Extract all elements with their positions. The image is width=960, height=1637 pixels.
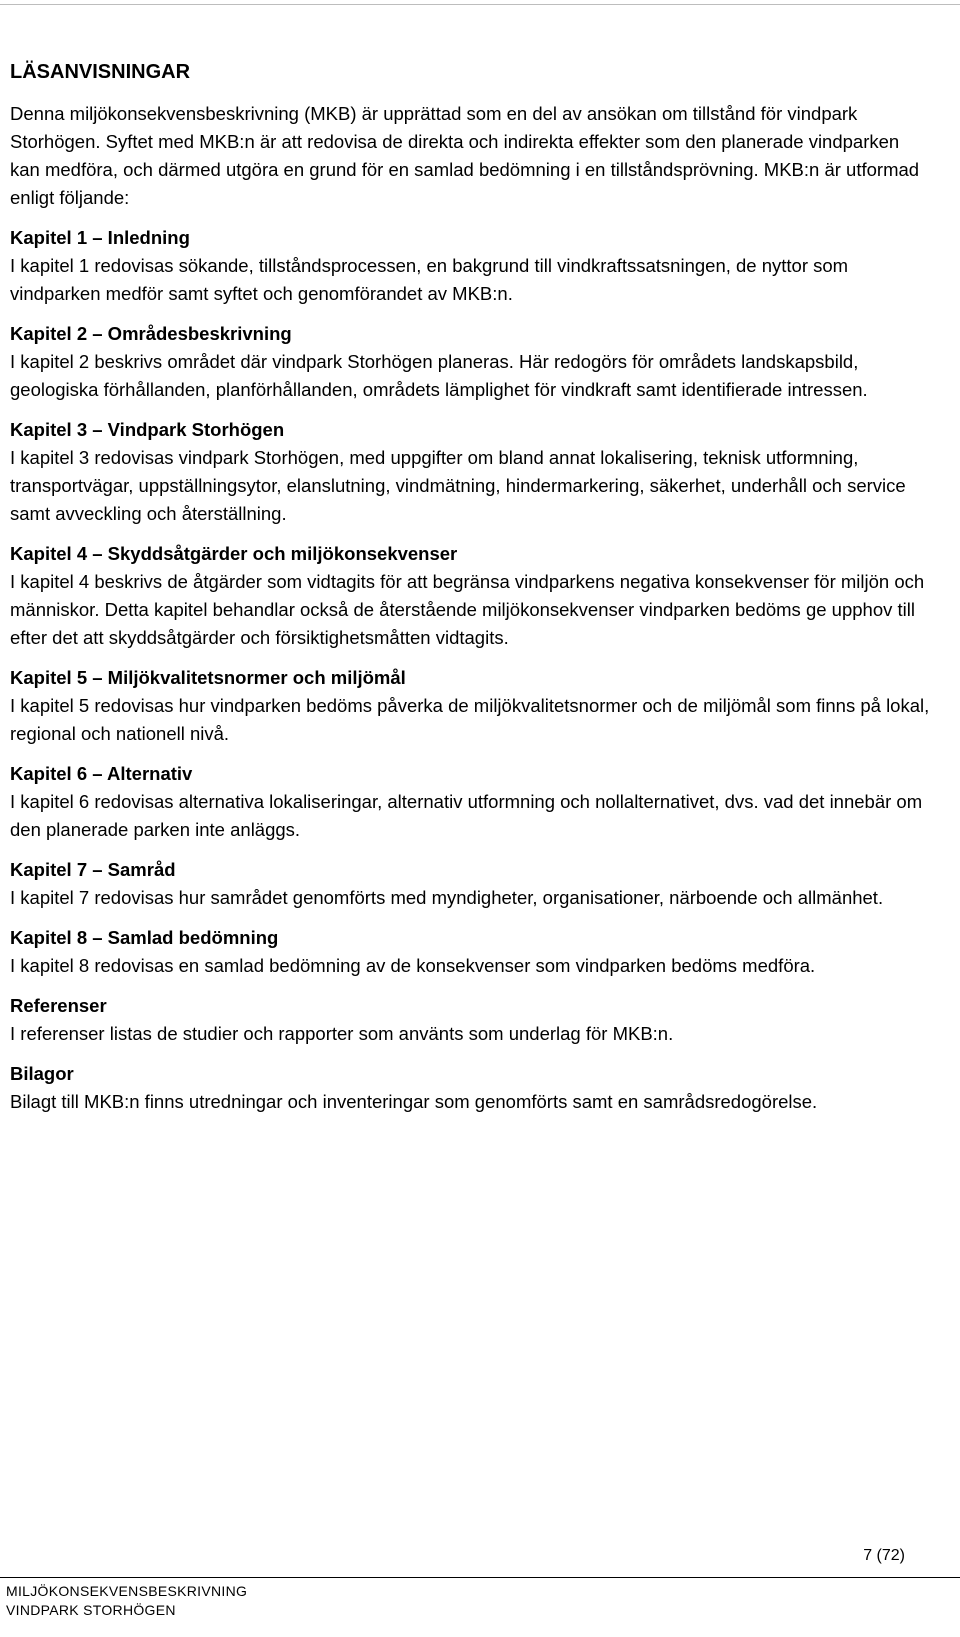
section-bilagor	[10, 1060, 930, 1116]
section-body: I kapitel 2 beskrivs området där vindpark Storhögen planeras. Här redogörs för områdets landskapsbild, geologiska förhållanden, planförhållanden, områdets lämplighet för vindkraft samt identifierade intressen.	[10, 351, 868, 400]
page-footer	[6, 1582, 247, 1620]
section-kapitel-6	[10, 760, 930, 844]
section-body: Bilagt till MKB:n finns utredningar och inventeringar som genomförts samt en samrådsredogörelse.	[10, 1091, 818, 1112]
intro-paragraph: Denna miljökonsekvensbeskrivning (MKB) är upprättad som en del av ansökan om tillstånd för vindpark Storhögen. Syftet med MKB:n är att redovisa de direkta och indirekta effekter som den planerade vindparken kan medföra, och därmed utgöra en grund för en samlad bedömning i en tillståndsprövning. MKB:n är utformad enligt följande:	[10, 103, 920, 208]
section-kapitel-1	[10, 224, 930, 308]
footer-divider	[0, 1577, 960, 1578]
section-body: I kapitel 5 redovisas hur vindparken bedöms påverka de miljökvalitetsnormer och de miljömål som finns på lokal, regional och nationell nivå.	[10, 695, 930, 744]
section-kapitel-3	[10, 416, 930, 528]
section-kapitel-7	[10, 856, 930, 912]
section-heading: Bilagor	[10, 1063, 74, 1084]
section-heading: Kapitel 2 – Områdesbeskrivning	[10, 323, 292, 344]
section-heading: Referenser	[10, 995, 107, 1016]
section-body: I kapitel 3 redovisas vindpark Storhögen, med uppgifter om bland annat lokalisering, teknisk utformning, transportvägar, uppställningsytor, elanslutning, vindmätning, hindermarkering, säkerhet, underhåll och service samt avveckling och återställning.	[10, 447, 906, 524]
section-body: I kapitel 7 redovisas hur samrådet genomförts med myndigheter, organisationer, närboende och allmänhet.	[10, 887, 884, 908]
section-heading: Kapitel 8 – Samlad bedömning	[10, 927, 279, 948]
section-heading: Kapitel 6 – Alternativ	[10, 763, 193, 784]
section-heading: Kapitel 4 – Skyddsåtgärder och miljökonsekvenser	[10, 543, 458, 564]
section-body: I kapitel 6 redovisas alternativa lokaliseringar, alternativ utformning och nollalternativet, dvs. vad det innebär om den planerade parken inte anläggs.	[10, 791, 923, 840]
section-body: I referenser listas de studier och rapporter som använts som underlag för MKB:n.	[10, 1023, 674, 1044]
section-kapitel-5	[10, 664, 930, 748]
footer-document-title: MILJÖKONSEKVENSBESKRIVNING	[6, 1583, 248, 1599]
section-body: I kapitel 1 redovisas sökande, tillståndsprocessen, en bakgrund till vindkraftssatsningen, de nyttor som vindparken medför samt syftet och genomförandet av MKB:n.	[10, 255, 849, 304]
section-kapitel-4	[10, 540, 930, 652]
page-title: LÄSANVISNINGAR	[10, 61, 191, 83]
section-heading: Kapitel 5 – Miljökvalitetsnormer och miljömål	[10, 667, 406, 688]
section-heading: Kapitel 3 – Vindpark Storhögen	[10, 419, 285, 440]
section-heading: Kapitel 7 – Samråd	[10, 859, 176, 880]
section-body: I kapitel 4 beskrivs de åtgärder som vidtagits för att begränsa vindparkens negativa konsekvenser för miljön och människor. Detta kapitel behandlar också de återstående miljökonsekvenser vindparken bedöms ge upphov till efter det att skyddsåtgärder och försiktighetsmåtten vidtagits.	[10, 571, 925, 648]
section-kapitel-8	[10, 924, 930, 980]
section-referenser	[10, 992, 930, 1048]
section-kapitel-2	[10, 320, 930, 404]
page-number: 7 (72)	[863, 1547, 905, 1564]
section-heading: Kapitel 1 – Inledning	[10, 227, 190, 248]
section-body: I kapitel 8 redovisas en samlad bedömning av de konsekvenser som vindparken bedöms medföra.	[10, 955, 816, 976]
top-divider	[0, 4, 960, 5]
footer-project-name: VINDPARK STORHÖGEN	[6, 1602, 176, 1618]
document-body	[10, 58, 930, 1128]
